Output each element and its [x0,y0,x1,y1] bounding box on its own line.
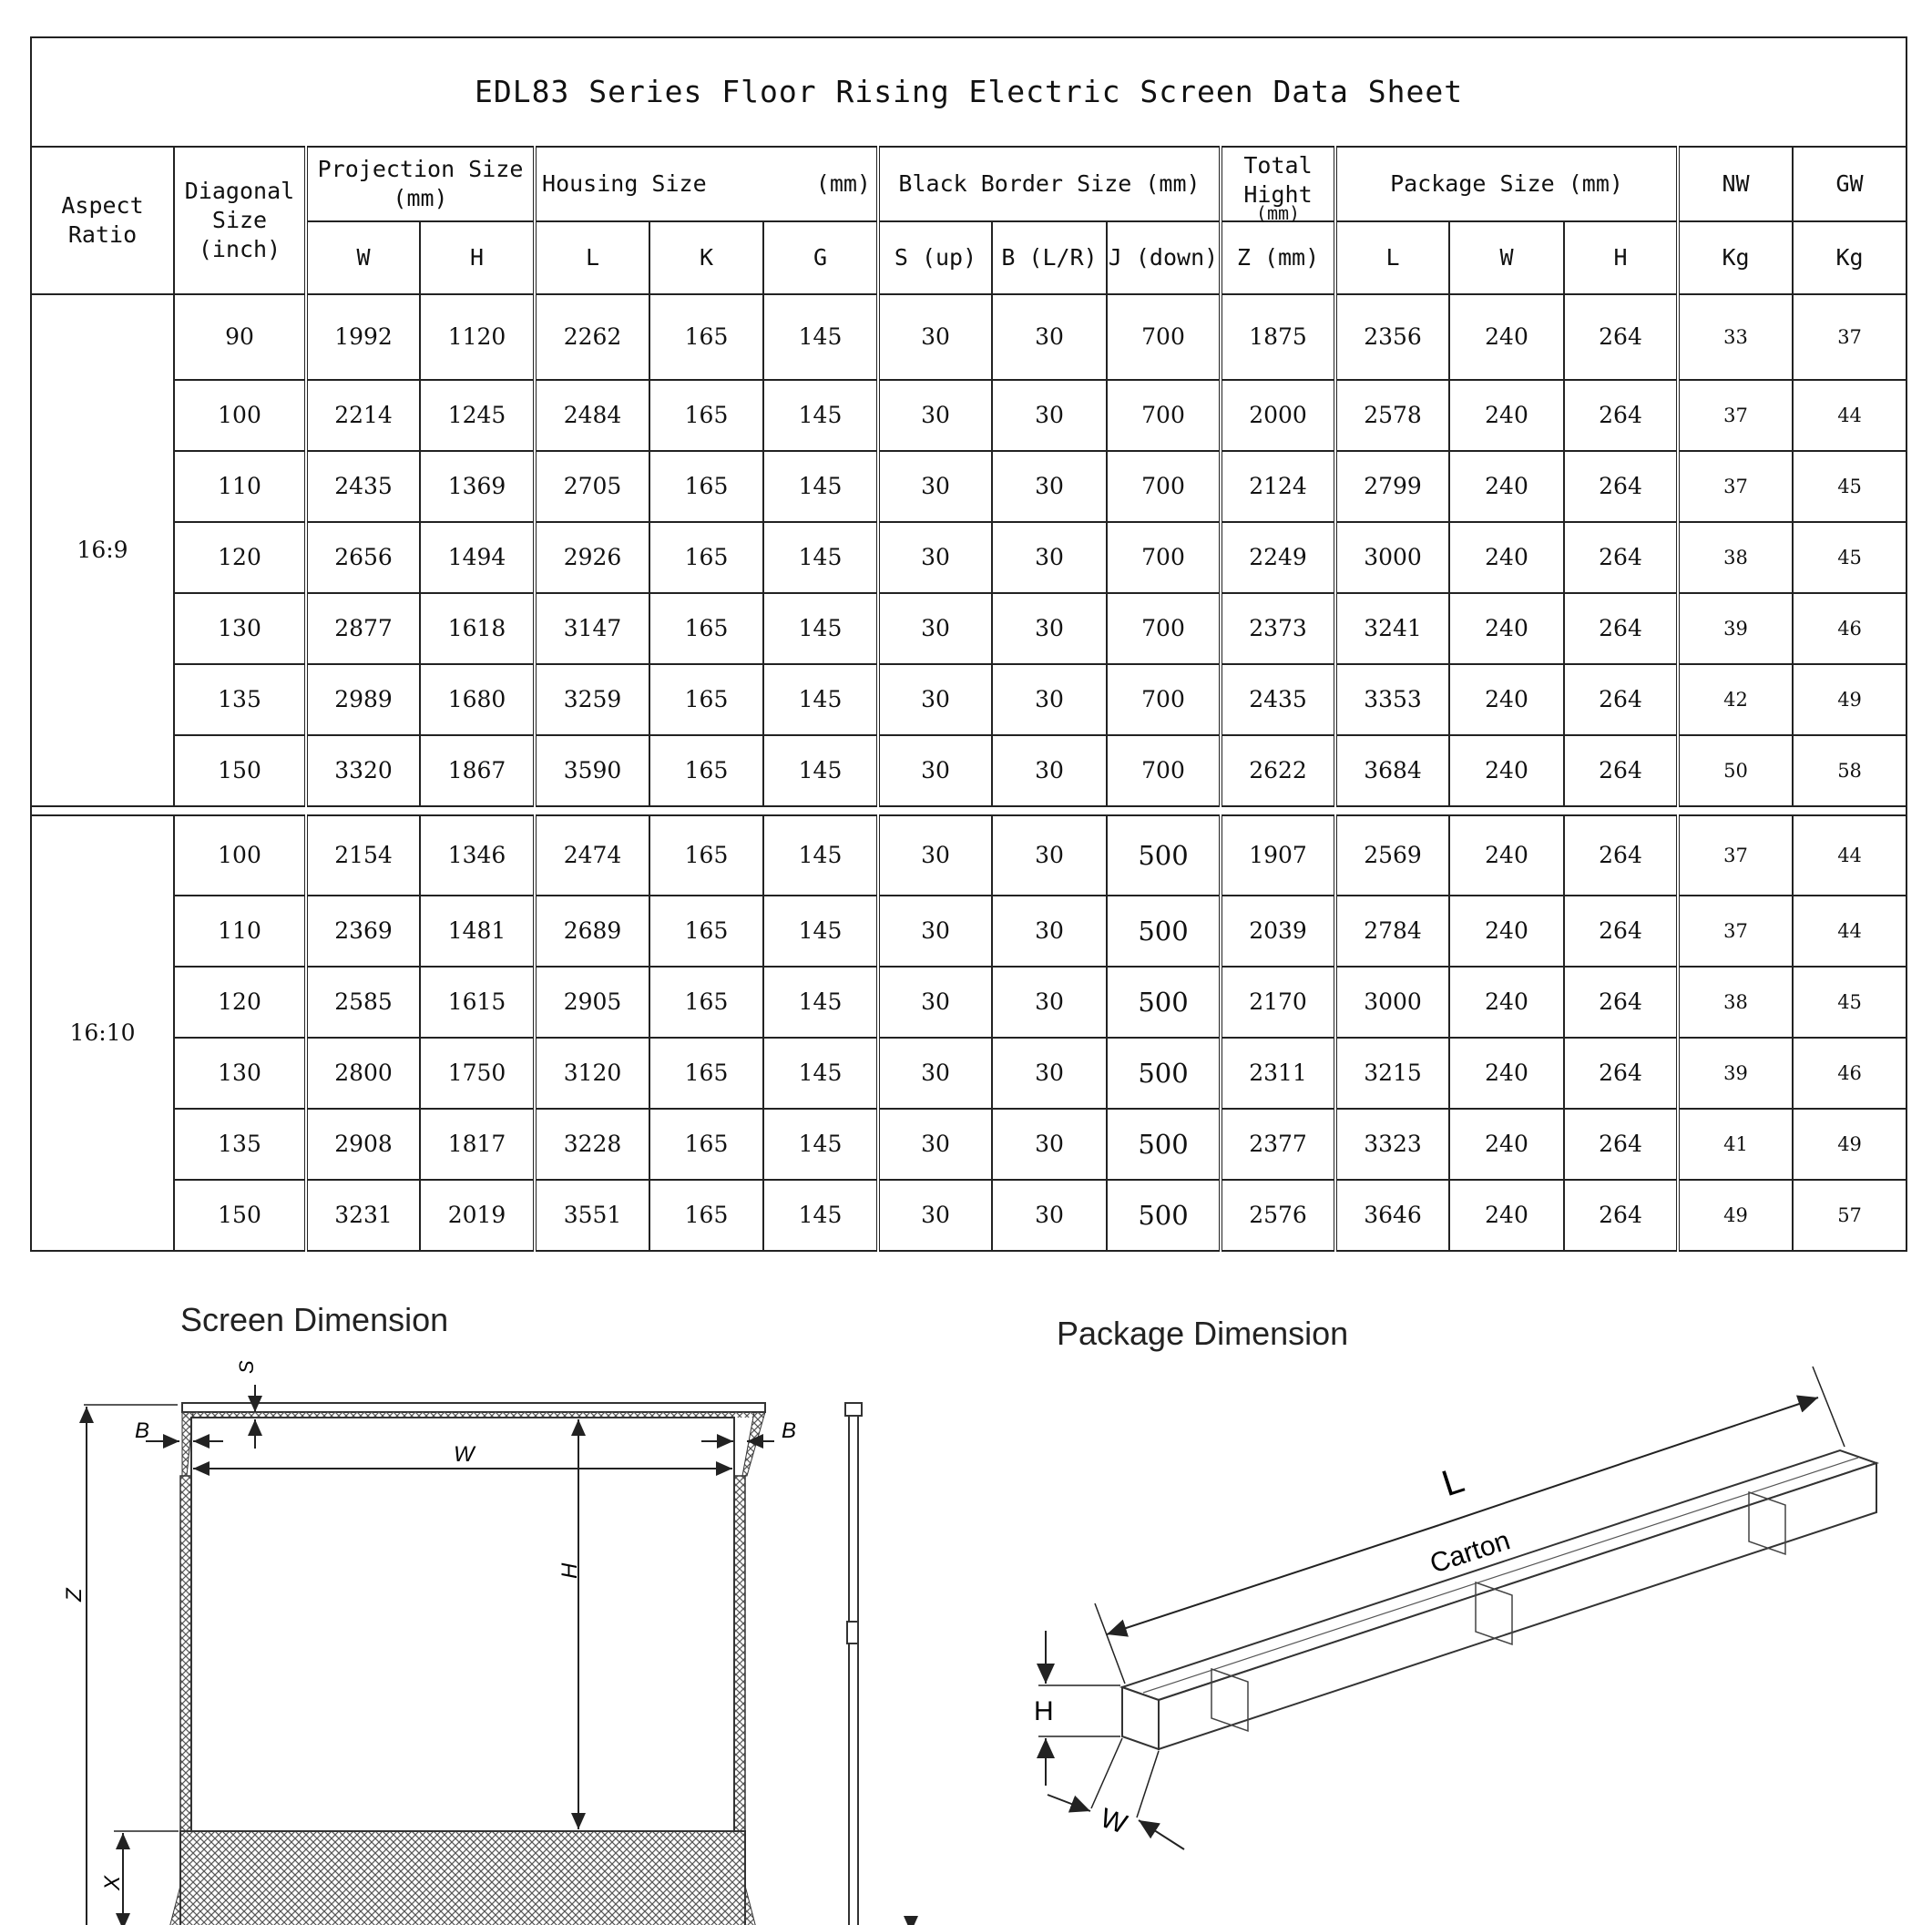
header-diagonal-size: Diagonal Size (inch) [174,147,306,294]
cell-gw: 37 [1793,294,1906,380]
cell-border-j: 500 [1107,1038,1221,1109]
cell-pkg-l: 3000 [1335,522,1449,593]
table-row [31,664,1906,735]
header-housing-unit: (mm) [815,170,871,197]
aspect-ratio-cell: 16:10 [31,815,174,1251]
cell-gw: 58 [1793,735,1906,806]
cell-nw: 38 [1678,967,1793,1038]
cell-housing-l: 2262 [535,294,649,380]
screen-dimension-title: Screen Dimension [180,1301,449,1338]
cell-nw: 37 [1678,380,1793,451]
cell-housing-l: 3120 [535,1038,649,1109]
cell-border-j: 700 [1107,735,1221,806]
subheader-b-lr: B (L/R) [992,221,1107,294]
cell-pkg-w: 240 [1449,1038,1564,1109]
cell-diagonal: 130 [174,593,306,664]
cell-proj-h: 1615 [420,967,535,1038]
cell-border-b: 30 [992,815,1107,896]
cell-border-j: 700 [1107,593,1221,664]
cell-border-j: 500 [1107,1109,1221,1180]
header-nw: NW [1678,147,1793,221]
cell-pkg-l: 2569 [1335,815,1449,896]
cell-border-b: 30 [992,664,1107,735]
cell-housing-k: 165 [649,1180,763,1251]
cell-proj-w: 2908 [306,1109,420,1180]
dim-h-label: H [557,1562,582,1579]
cell-pkg-w: 240 [1449,294,1564,380]
table-row [31,1180,1906,1251]
header-package-size: Package Size (mm) [1335,147,1678,221]
cell-pkg-l: 2578 [1335,380,1449,451]
cell-housing-l: 2926 [535,522,649,593]
cell-housing-k: 165 [649,664,763,735]
table-row [31,380,1906,451]
cell-proj-w: 2800 [306,1038,420,1109]
cell-pkg-l: 2784 [1335,896,1449,967]
cell-housing-l: 2705 [535,451,649,522]
cell-proj-w: 2989 [306,664,420,735]
cell-gw: 44 [1793,380,1906,451]
dim-w-label: W [454,1442,475,1467]
cell-pkg-l: 3241 [1335,593,1449,664]
cell-pkg-h: 264 [1564,735,1678,806]
cell-pkg-l: 2356 [1335,294,1449,380]
cell-pkg-h: 264 [1564,451,1678,522]
cell-pkg-l: 3215 [1335,1038,1449,1109]
cell-proj-h: 1817 [420,1109,535,1180]
cell-pkg-h: 264 [1564,593,1678,664]
header-total-hight [1221,147,1335,224]
cell-diagonal: 110 [174,896,306,967]
cell-nw: 39 [1678,1038,1793,1109]
cell-proj-w: 2435 [306,451,420,522]
side-view-top [845,1403,862,1416]
cell-pkg-h: 264 [1564,294,1678,380]
cell-gw: 45 [1793,967,1906,1038]
cell-proj-w: 2369 [306,896,420,967]
dim-b-left-label: B [135,1418,150,1443]
cell-border-s: 30 [878,294,992,380]
cell-proj-h: 1369 [420,451,535,522]
screen-left-border [180,1476,191,1831]
table-row [31,896,1906,967]
cell-housing-l: 3147 [535,593,649,664]
screen-view-area [191,1418,734,1831]
cell-border-j: 500 [1107,1180,1221,1251]
cell-housing-l: 3590 [535,735,649,806]
cell-nw: 37 [1678,896,1793,967]
cell-housing-g: 145 [763,1180,878,1251]
cell-gw: 44 [1793,815,1906,896]
cell-housing-k: 165 [649,1109,763,1180]
cell-total-z: 2622 [1221,735,1335,806]
cell-housing-k: 165 [649,967,763,1038]
screen-black-drop [180,1831,745,1925]
cell-pkg-l: 3323 [1335,1109,1449,1180]
cell-total-z: 2249 [1221,522,1335,593]
subheader-pkg-h: H [1564,221,1678,294]
cell-total-z: 2576 [1221,1180,1335,1251]
header-housing-label: Housing Size [542,170,707,197]
cell-border-j: 700 [1107,451,1221,522]
subheader-z: Z (mm) [1221,221,1335,294]
cell-gw: 49 [1793,1109,1906,1180]
carton-label: Carton [1426,1525,1514,1580]
cell-border-j: 500 [1107,896,1221,967]
cell-pkg-h: 264 [1564,1038,1678,1109]
cell-housing-g: 145 [763,967,878,1038]
cell-proj-h: 1494 [420,522,535,593]
cell-pkg-h: 264 [1564,1180,1678,1251]
cell-nw: 39 [1678,593,1793,664]
cell-housing-g: 145 [763,451,878,522]
cell-border-s: 30 [878,593,992,664]
table-row [31,522,1906,593]
cell-border-b: 30 [992,522,1107,593]
cell-housing-k: 165 [649,451,763,522]
cell-border-j: 700 [1107,380,1221,451]
cell-border-s: 30 [878,735,992,806]
subheader-pkg-l: L [1335,221,1449,294]
carton-front-face [1159,1463,1876,1749]
data-sheet [30,36,1905,1248]
cell-border-b: 30 [992,735,1107,806]
cell-total-z: 2435 [1221,664,1335,735]
subheader-j-down: J (down) [1107,221,1221,294]
cell-housing-g: 145 [763,664,878,735]
cell-total-z: 2377 [1221,1109,1335,1180]
cell-gw: 46 [1793,1038,1906,1109]
cell-border-s: 30 [878,664,992,735]
cell-housing-l: 2474 [535,815,649,896]
cell-pkg-w: 240 [1449,896,1564,967]
dim-w-label: W [1096,1802,1131,1840]
header-gw: GW [1793,147,1906,221]
cell-total-z: 2039 [1221,896,1335,967]
cell-pkg-w: 240 [1449,522,1564,593]
cell-border-s: 30 [878,896,992,967]
cell-pkg-w: 240 [1449,593,1564,664]
cell-proj-w: 2214 [306,380,420,451]
cell-housing-l: 3259 [535,664,649,735]
cell-pkg-h: 264 [1564,896,1678,967]
cell-housing-k: 165 [649,1038,763,1109]
cell-pkg-h: 264 [1564,380,1678,451]
cell-border-s: 30 [878,451,992,522]
dim-x-label: X [100,1875,125,1890]
cell-border-s: 30 [878,522,992,593]
cell-border-s: 30 [878,1109,992,1180]
subheader-housing-l: L [535,221,649,294]
cell-border-j: 500 [1107,967,1221,1038]
header-total-hight-label: Total Hight [1243,152,1313,208]
package-dimension-title: Package Dimension [1057,1315,1349,1352]
cell-proj-h: 2019 [420,1180,535,1251]
cell-pkg-w: 240 [1449,451,1564,522]
header-projection-size: Projection Size (mm) [306,147,535,221]
cell-housing-g: 145 [763,380,878,451]
table-row [31,1038,1906,1109]
cell-nw: 50 [1678,735,1793,806]
cell-housing-k: 165 [649,593,763,664]
cell-nw: 33 [1678,294,1793,380]
table-row [31,294,1906,380]
table-row [31,1109,1906,1180]
header-black-border-size: Black Border Size (mm) [878,147,1221,221]
cell-housing-k: 165 [649,522,763,593]
cell-nw: 41 [1678,1109,1793,1180]
screen-dimension-drawing [0,1339,966,1922]
cell-border-s: 30 [878,380,992,451]
cell-proj-h: 1120 [420,294,535,380]
cell-housing-g: 145 [763,735,878,806]
subheader-s-up: S (up) [878,221,992,294]
cell-diagonal: 130 [174,1038,306,1109]
cell-housing-k: 165 [649,380,763,451]
cell-diagonal: 90 [174,294,306,380]
cell-housing-g: 145 [763,1109,878,1180]
screen-top-bar [182,1403,765,1412]
header-aspect-ratio: Aspect Ratio [31,147,174,294]
cell-pkg-h: 264 [1564,1109,1678,1180]
group-separator [31,806,1906,815]
dim-b-right-label: B [782,1418,797,1443]
cell-proj-w: 2154 [306,815,420,896]
cell-pkg-w: 240 [1449,735,1564,806]
cell-gw: 44 [1793,896,1906,967]
cell-pkg-w: 240 [1449,967,1564,1038]
cell-border-s: 30 [878,1180,992,1251]
cell-border-b: 30 [992,1109,1107,1180]
cell-proj-w: 3320 [306,735,420,806]
cell-diagonal: 135 [174,1109,306,1180]
cell-pkg-l: 3000 [1335,967,1449,1038]
cell-pkg-l: 2799 [1335,451,1449,522]
cell-diagonal: 100 [174,815,306,896]
cell-border-b: 30 [992,896,1107,967]
package-dimension-drawing [984,1330,1922,1877]
cell-border-b: 30 [992,967,1107,1038]
table-row [31,815,1906,896]
cell-housing-k: 165 [649,815,763,896]
table-row [31,451,1906,522]
cell-pkg-w: 240 [1449,664,1564,735]
subheader-proj-h: H [420,221,535,294]
cell-total-z: 1875 [1221,294,1335,380]
cell-housing-g: 145 [763,1038,878,1109]
cell-housing-g: 145 [763,815,878,896]
table-row [31,967,1906,1038]
subheader-housing-g: G [763,221,878,294]
subheader-housing-k: K [649,221,763,294]
cell-nw: 42 [1678,664,1793,735]
dim-h-label: H [1034,1696,1054,1726]
cell-diagonal: 110 [174,451,306,522]
cell-gw: 46 [1793,593,1906,664]
cell-pkg-h: 264 [1564,522,1678,593]
subheader-gw-unit: Kg [1793,221,1906,294]
cell-diagonal: 100 [174,380,306,451]
header-housing-size [535,147,878,221]
page-title: EDL83 Series Floor Rising Electric Screen Data Sheet [31,37,1906,147]
cell-housing-k: 165 [649,294,763,380]
cell-housing-g: 145 [763,522,878,593]
cell-border-j: 700 [1107,294,1221,380]
cell-diagonal: 150 [174,735,306,806]
cell-total-z: 2170 [1221,967,1335,1038]
cell-pkg-w: 240 [1449,1180,1564,1251]
subheader-proj-w: W [306,221,420,294]
cell-border-b: 30 [992,1180,1107,1251]
cell-diagonal: 120 [174,967,306,1038]
cell-border-b: 30 [992,451,1107,522]
cell-gw: 45 [1793,522,1906,593]
cell-total-z: 2000 [1221,380,1335,451]
cell-nw: 37 [1678,815,1793,896]
subheader-nw-unit: Kg [1678,221,1793,294]
cell-border-j: 500 [1107,815,1221,896]
cell-total-z: 2124 [1221,451,1335,522]
cell-pkg-w: 240 [1449,1109,1564,1180]
subheader-pkg-w: W [1449,221,1564,294]
cell-housing-k: 165 [649,735,763,806]
cell-nw: 37 [1678,451,1793,522]
cell-proj-h: 1346 [420,815,535,896]
cell-proj-w: 1992 [306,294,420,380]
cell-housing-k: 165 [649,896,763,967]
cell-housing-g: 145 [763,593,878,664]
header-total-hight-unit: (mm) [1255,202,1301,224]
cell-diagonal: 120 [174,522,306,593]
aspect-ratio-cell: 16:9 [31,294,174,806]
cell-proj-h: 1618 [420,593,535,664]
cell-nw: 49 [1678,1180,1793,1251]
cell-proj-h: 1680 [420,664,535,735]
cell-housing-l: 3551 [535,1180,649,1251]
table-row [31,593,1906,664]
cell-border-s: 30 [878,815,992,896]
cell-pkg-l: 3353 [1335,664,1449,735]
cell-pkg-w: 240 [1449,380,1564,451]
group-separator-cell [31,806,1906,815]
cell-housing-g: 145 [763,294,878,380]
cell-border-j: 700 [1107,522,1221,593]
cell-border-j: 700 [1107,664,1221,735]
data-table [30,36,1907,1252]
dim-z-label: Z [62,1588,87,1602]
cell-proj-w: 2877 [306,593,420,664]
cell-gw: 45 [1793,451,1906,522]
cell-pkg-h: 264 [1564,815,1678,896]
cell-housing-l: 3228 [535,1109,649,1180]
cell-border-s: 30 [878,967,992,1038]
cell-housing-l: 2689 [535,896,649,967]
cell-total-z: 2373 [1221,593,1335,664]
cell-proj-h: 1245 [420,380,535,451]
cell-diagonal: 150 [174,1180,306,1251]
cell-housing-l: 2905 [535,967,649,1038]
cell-pkg-l: 3684 [1335,735,1449,806]
dim-l-label: L [1436,1459,1469,1505]
cell-housing-g: 145 [763,896,878,967]
cell-proj-w: 2585 [306,967,420,1038]
cell-proj-h: 1867 [420,735,535,806]
cell-gw: 57 [1793,1180,1906,1251]
dim-s-label: S [235,1360,258,1374]
cell-border-b: 30 [992,294,1107,380]
cell-pkg-h: 264 [1564,967,1678,1038]
cell-proj-w: 2656 [306,522,420,593]
cell-proj-h: 1750 [420,1038,535,1109]
screen-right-border [734,1476,745,1831]
cell-nw: 38 [1678,522,1793,593]
cell-total-z: 1907 [1221,815,1335,896]
table-row [31,735,1906,806]
cell-pkg-h: 264 [1564,664,1678,735]
cell-total-z: 2311 [1221,1038,1335,1109]
cell-pkg-w: 240 [1449,815,1564,896]
cell-border-s: 30 [878,1038,992,1109]
cell-proj-h: 1481 [420,896,535,967]
cell-border-b: 30 [992,1038,1107,1109]
cell-diagonal: 135 [174,664,306,735]
cell-housing-l: 2484 [535,380,649,451]
cell-border-b: 30 [992,593,1107,664]
cell-border-b: 30 [992,380,1107,451]
cell-proj-w: 3231 [306,1180,420,1251]
cell-gw: 49 [1793,664,1906,735]
cell-pkg-l: 3646 [1335,1180,1449,1251]
